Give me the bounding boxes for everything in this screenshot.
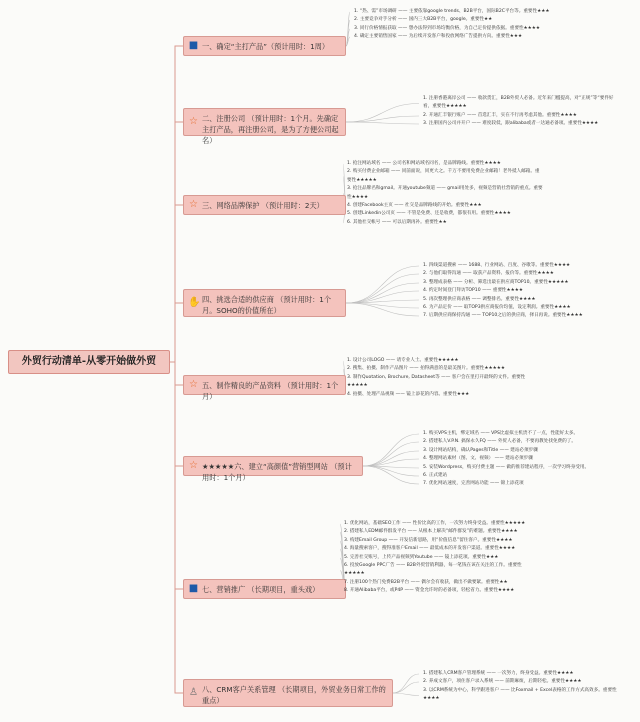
branch-3-items <box>347 160 543 227</box>
connector-line <box>170 362 183 589</box>
root-topic[interactable]: 外贸行动清单-从零开始做外贸 <box>8 350 170 374</box>
branch-5-items <box>347 357 543 399</box>
list-item: 1. 注册香港离岸公司 —— 收款货汇，B2B外贸人必备。近年来门槛提高，对“正规”等“要件好看，重要性★★★★★ <box>423 96 614 110</box>
connector-line <box>346 122 419 124</box>
list-item: 2. 养成文客户，项住客户录入系统 —— 前期麻烦，后期轻松。重要性★★★★ <box>423 679 582 685</box>
person-icon: ♙ <box>189 687 198 698</box>
star-icon: ☆ <box>189 379 198 390</box>
connector-line <box>363 466 419 476</box>
branch-8-crm[interactable] <box>183 679 393 707</box>
list-item: 8. 开通Alibaba平台，或P4P —— 资金允许时的必备项，轻松省力。重要性★★★★ <box>344 588 515 594</box>
connector-line <box>170 46 183 362</box>
connector-line <box>170 303 183 362</box>
list-item: 5. 完善社交账号，上传产品视频到Youtube —— 镜上添花项。重要性★★★ <box>344 554 499 560</box>
branch-2-register-company[interactable] <box>183 108 346 145</box>
branch-label: 七、营销推广 （长期项目，重头戏） <box>202 585 320 594</box>
connector-line <box>393 693 419 696</box>
star-icon: ☆ <box>189 199 198 210</box>
branch-label: 五、制作精良的产品资料 （预计用时：1个月） <box>202 381 339 401</box>
list-item: 3. 注册国内公司并开户 —— 难度较低，跟alibaba或者一达通必备项。重要性★★★★ <box>423 121 599 127</box>
list-item: 2. 与他们取得沟通 —— 取获产品资料、报价等。重要性★★★★ <box>423 271 554 277</box>
list-item: 3. 制作Quotation, Brochure, Datasheet等 —— 客户会在里打开最终的文件。重要性★★★★★ <box>347 374 526 389</box>
list-item: 6. 正式建站 <box>423 473 448 479</box>
branch-label: 二、注册公司 （预计用时：1个月。先确定主打产品，再注册公司，是为了方便公司起名） <box>202 114 339 145</box>
branch-3-brand-protection[interactable] <box>183 195 346 215</box>
star-icon: ☆ <box>189 460 198 471</box>
list-item: 7. 优化网站速度，完善网站功能 —— 锦上添花项 <box>423 481 524 487</box>
branch-label: 一、确定“主打产品”（预计用时：1周） <box>202 42 330 51</box>
connector-line <box>170 362 183 385</box>
connector-line <box>363 466 419 484</box>
list-item: 4. 拍摄、处理产品视频 —— 镜上添花的内容。重要性★★★ <box>347 391 470 397</box>
star-icon: ☆ <box>189 116 198 127</box>
branch-label: ★★★★★六、建立“高颜值”营销型网站 （预计用时：1个月） <box>202 462 352 482</box>
list-item: 2. 搭建私人V.P.N. 搞保永久FQ —— 外贸人必备，不要再教处找免费的了。 <box>423 439 576 445</box>
branch-8-items <box>423 670 619 704</box>
list-item: 6. 为产品定价 —— 取TOP3供应商报价均值，设定利润。重要性★★★★ <box>423 305 571 311</box>
branch-2-items <box>423 95 619 129</box>
list-item: 3. 同行价格情报获取 —— 想办法得到市场均衡价格，为自己定价提供依据。重要性★★★★ <box>354 25 541 31</box>
list-item: 3. 以CRM系统为中心，科学跟进客户 —— 比Foxmail + Excel表格的工作方式高效多。重要性★★★★ <box>423 687 617 702</box>
list-item: 7. 注册100个热门免费B2B平台 —— 偶尔会有收获，做出不做要紧。重要性★★ <box>344 579 508 585</box>
list-item: 2. 主要竞争对手分析 —— 国内三大B2B平台，google。重要性★★ <box>354 17 493 23</box>
connector-line <box>346 274 419 303</box>
list-item: 1. 设计公司LOGO —— 请专业人士。重要性★★★★★ <box>347 358 459 363</box>
list-item: 3. 设计网站结构，确认Pages和Title —— 建站必须步骤 <box>423 447 538 453</box>
list-item: 1. 四线渠道搜索 —— 1688、行业网站、百度、谷歌等。重要性★★★★ <box>423 263 571 268</box>
list-item: 5. 创建Linkedin公司页 —— 不管是免费、还是收费，都很有用。重要性★★★★ <box>347 211 511 217</box>
list-item: 2. 搭建私人EDM邮件群发平台 —— 从根本上解决“邮件群发”的难题。重要性★★★★ <box>344 529 518 535</box>
list-item: 4. 创建Facebook主页 —— 社交是品牌路线的开始。重要性★★★ <box>347 203 482 209</box>
flag-icon: ■ <box>188 583 199 594</box>
list-item: 1. 搭建私人CRM客户管理系统 —— 一次努力，终身受益。重要性★★★★ <box>423 671 574 676</box>
list-item: 1. 优化网站，基础SEO工作 —— 性价比高的工作，一次努力终身受益。重要性★★★★★ <box>344 521 526 526</box>
branch-4-suppliers[interactable] <box>183 289 346 317</box>
branch-6-build-website[interactable] <box>183 456 363 482</box>
branch-label: 八、CRM客户关系管理 （长期项目，外贸业务日常工作的重点） <box>202 685 386 705</box>
list-item: 3. 整理成表格 —— 分析、筛选出最在供应商TOP10。重要性★★★★★ <box>423 279 569 285</box>
list-item: 5. 安装Wordpress，购买付费主题 —— 做的推荐建站程序，一次学习终身受用。 <box>423 464 590 470</box>
connector-line <box>393 674 419 693</box>
list-item: 3. 构建Email Group —— 开发信新思路，用“价值信息”留住客户。重要性★★★★ <box>344 537 513 543</box>
branch-1-items <box>354 8 550 42</box>
list-item: 4. 海量搜索客户，搜得准客户Email —— 最低成本的开发客户渠道。重要性★★★★ <box>344 546 516 552</box>
connector-line <box>346 303 419 316</box>
list-item: 3. 抢注品牌名和gmail。开通youtube频道 —— gmail用处多，视频是营销社营销的重点。重要性★★★★ <box>347 186 543 200</box>
list-item: 6. 其他社交帐号 —— 可以后期再补。重要性★★ <box>347 219 447 225</box>
list-item: 2. 搜集、拍摄、制作产品图片 —— 拍得满意的是最美图片。重要性★★★★★ <box>347 366 505 372</box>
branch-4-items <box>423 262 619 321</box>
list-item: 2. 开通汇丰银行账户 —— 首选汇丰，实在不行再考虑其他。重要性★★★★ <box>423 112 577 118</box>
branch-label: 三、网络品牌保护 （预计用时：2天） <box>202 201 324 210</box>
list-item: 1. 购买VPS主机，绑定域名 —— VPS比虚拟主机贵不了一点，性能好太多。 <box>423 431 579 436</box>
branch-label: 四、挑选合适的供应商 （预计用时：1个月。SOHO的价值所在） <box>202 295 332 315</box>
list-item: 4. 约定时间登门拜访TOP10 —— 重要性★★★★ <box>423 288 523 294</box>
connector-line <box>170 122 183 362</box>
connector-line <box>170 362 183 466</box>
branch-6-items <box>423 430 619 489</box>
branch-7-marketing[interactable] <box>183 579 346 599</box>
list-item: 5. 再次整理供应商表格 —— 调整排名。重要性★★★★ <box>423 296 536 302</box>
hand-icon: ✋ <box>188 297 201 308</box>
connector-line <box>170 205 183 362</box>
connector-line <box>346 266 419 303</box>
list-item: 6. 投放Google PPC广告 —— B2B外贸营销利器，每一笔钱在该在关注的工作。重要性★★★★★ <box>344 563 522 577</box>
connector-line <box>363 434 419 466</box>
list-item: 2. 购买付费企业邮箱 —— 同前面说，同更大之。千万不要用免费企业邮箱！老外抵人邮箱。重要性★★★★★ <box>347 169 540 183</box>
list-item: 4. 整理网站素材（图、文、视频） —— 建站必须步骤 <box>423 456 533 462</box>
branch-7-items <box>344 520 540 596</box>
list-item: 7. 后期供应商保持沟通 —— TOP10之后的供应商，择日再说。重要性★★★★ <box>423 313 583 319</box>
branch-1-select-product[interactable] <box>183 36 346 56</box>
list-item: 1. 抢注网站域名 —— 公司名和网站域名同名，是品牌路线。重要性★★★★ <box>347 161 501 166</box>
list-item: 4. 确定主要销售国家 —— 为后续开发客户和投放网络广告提供方向。重要性★★★ <box>354 34 523 40</box>
list-item: 1. “热、需”市场调研 —— 主要依靠google trends、B2B平台，国际B2C平台等。重要性★★★ <box>354 9 550 14</box>
connector-line <box>363 451 419 466</box>
connector-line <box>170 362 183 693</box>
branch-5-product-materials[interactable] <box>183 375 346 401</box>
flag-icon: ■ <box>188 40 199 51</box>
